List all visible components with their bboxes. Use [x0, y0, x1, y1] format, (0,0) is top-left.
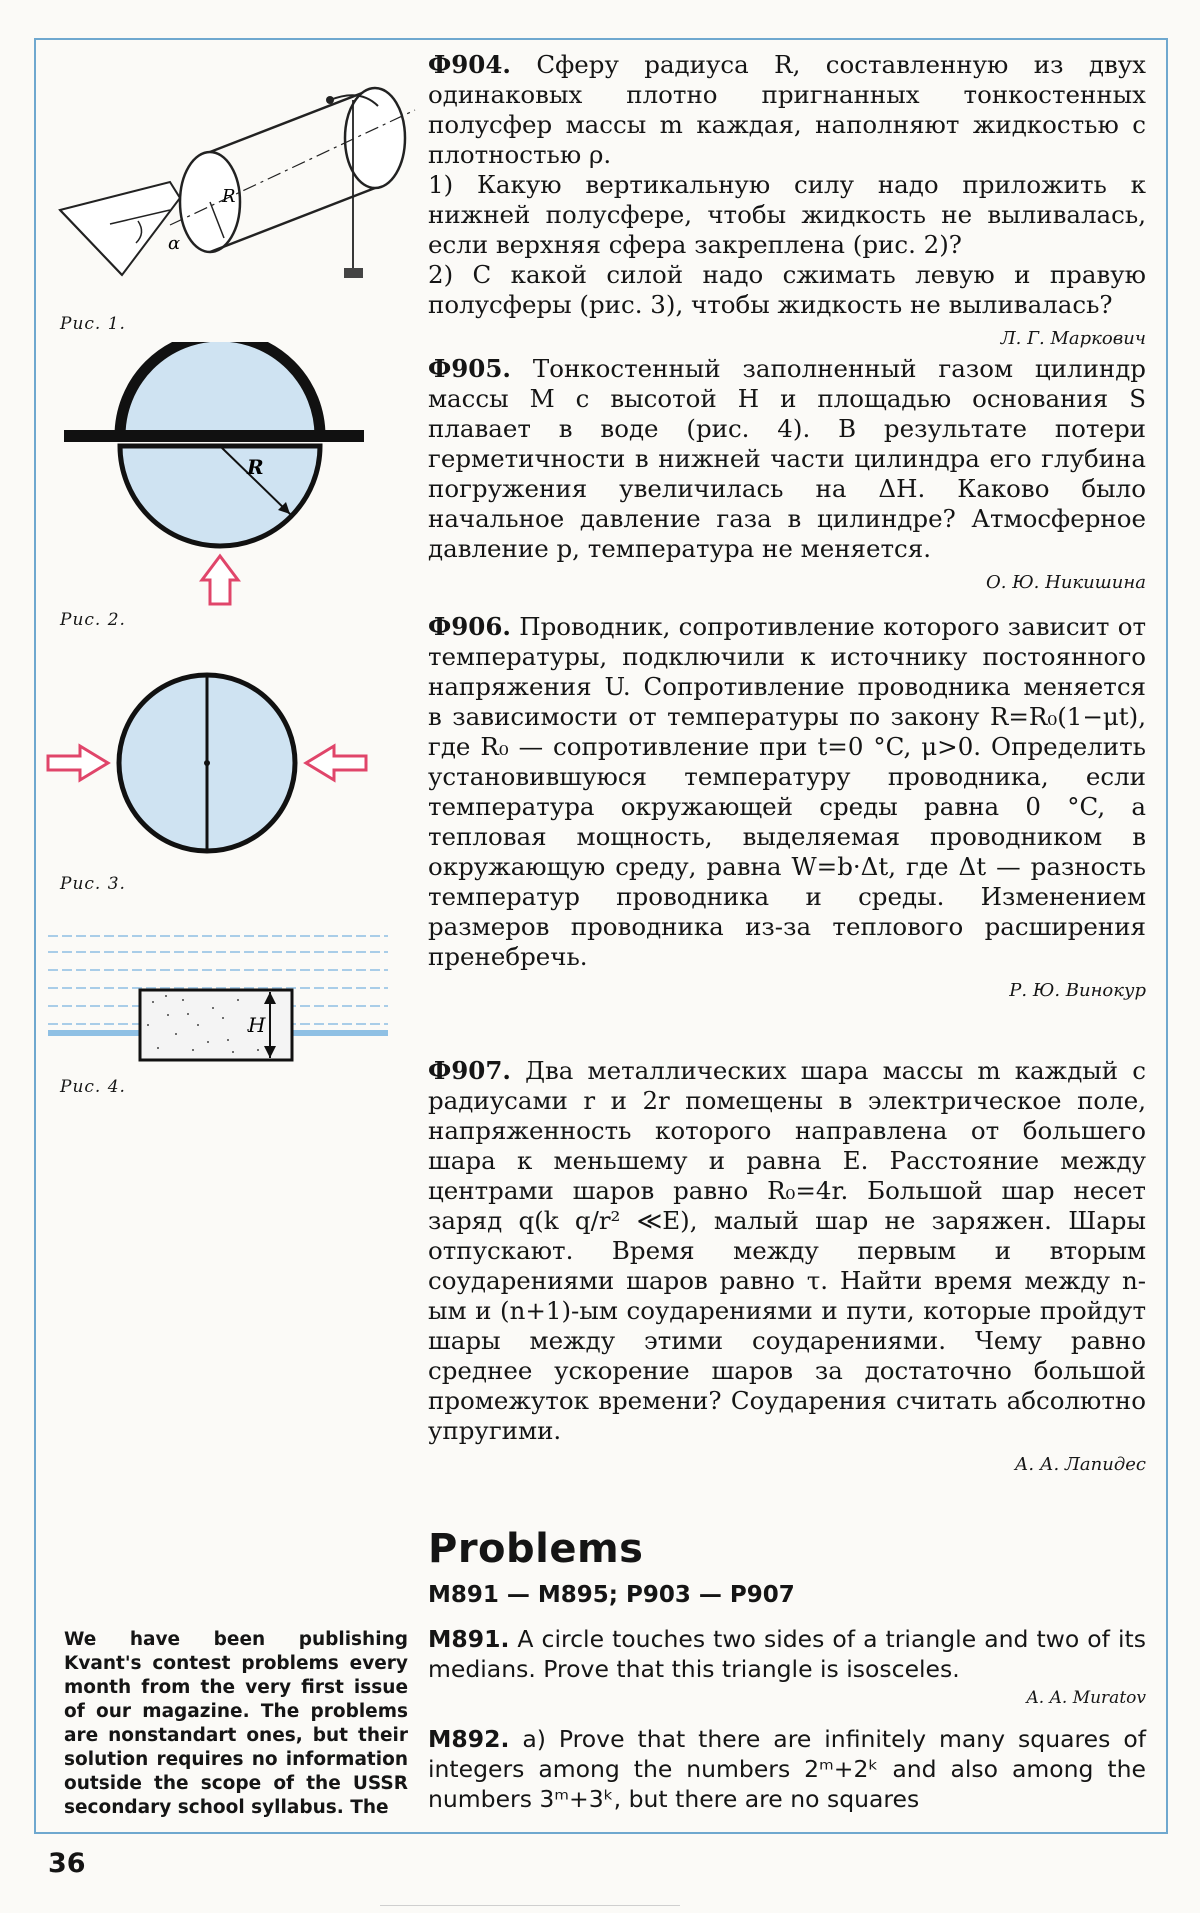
fig2-r-label: R — [247, 455, 264, 479]
problem-id: Ф905. — [428, 354, 511, 383]
problem-author: О. Ю. Никишина — [986, 572, 1146, 593]
fig3-caption: Рис. 3. — [60, 874, 126, 894]
problem-id: M892. — [428, 1725, 510, 1753]
figure-1 — [50, 70, 420, 300]
fig1-caption: Рис. 1. — [60, 314, 126, 334]
section-title: Problems — [428, 1526, 644, 1572]
problem-author: A. A. Muratov — [1026, 1688, 1146, 1708]
problem-id: Ф904. — [428, 50, 511, 79]
problem-id: Ф907. — [428, 1056, 511, 1085]
problem-f907 — [428, 1056, 1146, 1488]
problem-part-1: 1) Какую вертикальную силу надо приложить к нижней полусфере, чтобы жидкость не выливалась, если верхняя сфера закреплена (рис. 2)? — [428, 170, 1146, 259]
bottom-rule — [380, 1905, 680, 1906]
problem-text: A circle touches two sides of a triangle and two of its medians. Prove that this triangle is isosceles. — [428, 1625, 1146, 1683]
sidebar-note: We have been publishing Kvant's contest problems every month from the very first issue of our magazine. The problems are nonstandart ones, but their solution requires no information outside the scope of the USSR secondary school syllabus. The — [64, 1629, 408, 1818]
fig1-alpha-label: α — [168, 233, 181, 254]
problem-author: А. А. Лапидес — [1014, 1454, 1146, 1475]
problem-m891 — [428, 1624, 1146, 1710]
problem-author: Р. Ю. Винокур — [1009, 980, 1146, 1001]
problem-text: Тонкостенный заполненный газом цилиндр массы M с высотой H и площадью основания S плавает в воде (рис. 4). В результате потери герметичности в нижней части цилиндра его глубина погружения увеличилась на ΔH. Каково было начальное давление газа в цилиндре? Атмосферное давление p, температура не меняется. — [428, 354, 1146, 563]
problem-part-2: 2) С какой силой надо сжимать левую и правую полусферы (рис. 3), чтобы жидкость не выливалась? — [428, 260, 1146, 319]
section-subtitle: M891 — M895; P903 — P907 — [428, 1582, 795, 1608]
fig4-h-label: H — [248, 1013, 266, 1037]
page-number: 36 — [48, 1848, 86, 1879]
problem-id: M891. — [428, 1625, 510, 1653]
fig2-caption: Рис. 2. — [60, 610, 126, 630]
problem-m892 — [428, 1724, 1146, 1814]
problem-text: Сферу радиуса R, составленную из двух одинаковых плотно пригнанных тонкостенных полусфер массы m каждая, наполняют жидкостью с плотностью ρ. — [428, 50, 1147, 169]
problem-author: Л. Г. Маркович — [1000, 328, 1146, 349]
figure-2 — [64, 342, 374, 607]
figure-3 — [44, 668, 374, 858]
problem-text: Проводник, сопротивление которого зависит от температуры, подключили к источнику постоянного напряжения U. Сопротивление проводника меняется в зависимости от температуры по закону R=R₀(1−μt), где R₀ — сопротивление при t=0 °C, μ>0. Определить установившуюся температуру проводника, если температура окружающей среды равна 0 °C, а тепловая мощность, выделяемая проводником в окружающую среду, равна W=b·Δt, где Δt — разность температур проводника и среды. Изменением размеров проводника из-за теплового расширения пренебречь. — [428, 612, 1146, 971]
problem-text: a) Prove that there are infinitely many squares of integers among the numbers 2ᵐ+2ᵏ and also among the numbers 3ᵐ+3ᵏ, but there are no squares — [428, 1725, 1146, 1813]
problem-f906 — [428, 612, 1146, 1014]
problem-f905 — [428, 354, 1146, 606]
fig1-r-label: R — [222, 186, 236, 207]
fig4-caption: Рис. 4. — [60, 1077, 126, 1097]
problem-f904 — [428, 50, 1146, 362]
problem-text: Два металлических шара массы m каждый с радиусами r и 2r помещены в электрическое поле, напряженность которого направлена от большего шара к меньшему и равна E. Расстояние между центрами шаров равно R₀=4r. Большой шар несет заряд q(k q/r² ≪E), малый шар не заряжен. Шары отпускают. Время между первым и вторым соударениями шаров равно τ. Найти время между n-ым и (n+1)-ым соударениями и пути, которые пройдут шары между этими соударениями. Чему равно среднее ускорение шаров за достаточно большой промежуток времени? Соударения считать абсолютно упругими. — [428, 1056, 1146, 1445]
figure-4 — [48, 930, 388, 1070]
problem-id: Ф906. — [428, 612, 511, 641]
